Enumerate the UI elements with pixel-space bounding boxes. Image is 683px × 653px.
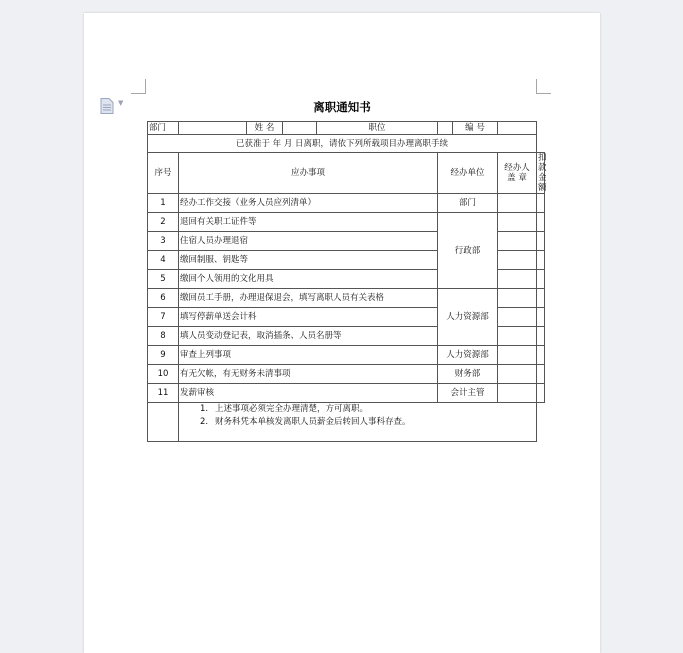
note-item bbox=[200, 416, 535, 429]
item-text: 退回有关职工证件等 bbox=[179, 213, 438, 232]
item-unit: 人力资源部 bbox=[438, 289, 498, 346]
notes-left-cell bbox=[148, 403, 179, 442]
number-label: 编 号 bbox=[453, 122, 498, 135]
dept-label: 部门 bbox=[148, 122, 179, 135]
handler-stamp-cell[interactable] bbox=[498, 213, 537, 232]
item-unit: 会计主管 bbox=[438, 384, 498, 403]
handler-stamp-cell[interactable] bbox=[498, 194, 537, 213]
item-unit: 部门 bbox=[438, 194, 498, 213]
item-text: 住宿人员办理退宿 bbox=[179, 232, 438, 251]
dept-value[interactable] bbox=[179, 122, 247, 135]
item-number: 3 bbox=[148, 232, 179, 251]
item-row bbox=[148, 365, 545, 384]
col-seq: 序号 bbox=[148, 153, 179, 194]
item-text: 缴回制服、钥匙等 bbox=[179, 251, 438, 270]
note-number: 2. bbox=[200, 417, 209, 427]
handler-stamp-cell[interactable] bbox=[498, 251, 537, 270]
item-number: 2 bbox=[148, 213, 179, 232]
deduction-amount-cell[interactable] bbox=[537, 384, 545, 403]
resignation-form-table bbox=[147, 121, 545, 442]
item-text: 填写停薪单送会计科 bbox=[179, 308, 438, 327]
item-row bbox=[148, 194, 545, 213]
deduction-amount-cell[interactable] bbox=[537, 365, 545, 384]
item-unit: 行政部 bbox=[438, 213, 498, 289]
item-number: 10 bbox=[148, 365, 179, 384]
name-value[interactable] bbox=[283, 122, 317, 135]
name-label: 姓 名 bbox=[247, 122, 283, 135]
document-page bbox=[84, 13, 600, 653]
chevron-down-icon[interactable]: ▼ bbox=[118, 99, 124, 107]
deduction-amount-cell[interactable] bbox=[537, 232, 545, 251]
handler-stamp-cell[interactable] bbox=[498, 270, 537, 289]
item-number: 5 bbox=[148, 270, 179, 289]
deduction-amount-cell[interactable] bbox=[537, 289, 545, 308]
deduction-amount-cell[interactable] bbox=[537, 270, 545, 289]
position-value[interactable] bbox=[438, 122, 453, 135]
deduction-amount-cell[interactable] bbox=[537, 327, 545, 346]
column-header-row bbox=[148, 153, 545, 194]
item-text: 审查上列事项 bbox=[179, 346, 438, 365]
item-number: 9 bbox=[148, 346, 179, 365]
position-label: 职位 bbox=[317, 122, 438, 135]
note-number: 1. bbox=[200, 404, 209, 414]
col-deduction bbox=[537, 153, 545, 194]
notes-list bbox=[180, 403, 535, 429]
item-text: 缴回员工手册，办理退保退会，填写离职人员有关表格 bbox=[179, 289, 438, 308]
handler-stamp-cell[interactable] bbox=[498, 365, 537, 384]
item-number: 6 bbox=[148, 289, 179, 308]
handler-stamp-cell[interactable] bbox=[498, 384, 537, 403]
handler-stamp-cell[interactable] bbox=[498, 308, 537, 327]
item-text: 缴回个人领用的文化用具 bbox=[179, 270, 438, 289]
handler-stamp-cell[interactable] bbox=[498, 232, 537, 251]
col-item: 应办事项 bbox=[179, 153, 438, 194]
note-text: 上述事项必须完全办理清楚，方可离职。 bbox=[215, 404, 369, 414]
note-item bbox=[200, 403, 535, 416]
approval-text: 已获准于 年 月 日离职，请依下列所载项目办理离职手续 bbox=[148, 135, 537, 153]
item-number: 4 bbox=[148, 251, 179, 270]
item-number: 11 bbox=[148, 384, 179, 403]
handler-stamp-cell[interactable] bbox=[498, 346, 537, 365]
col-handler-label: 经办人 盖 章 bbox=[504, 163, 530, 183]
deduction-amount-cell[interactable] bbox=[537, 194, 545, 213]
col-handler bbox=[498, 153, 537, 194]
item-unit: 财务部 bbox=[438, 365, 498, 384]
notes-row bbox=[148, 403, 545, 442]
item-number: 1 bbox=[148, 194, 179, 213]
col-deduction-label: 扣款 金额 bbox=[538, 153, 547, 193]
item-row bbox=[148, 289, 545, 308]
item-text: 有无欠帐，有无财务未清事项 bbox=[179, 365, 438, 384]
note-text: 财务科凭本单核发离职人员薪金后转回人事科存查。 bbox=[215, 417, 411, 427]
item-text: 经办工作交接（业务人员应列清单） bbox=[179, 194, 438, 213]
deduction-amount-cell[interactable] bbox=[537, 346, 545, 365]
handler-stamp-cell[interactable] bbox=[498, 289, 537, 308]
item-unit: 人力资源部 bbox=[438, 346, 498, 365]
item-text: 填人员变动登记表，取消插条、人员名册等 bbox=[179, 327, 438, 346]
deduction-amount-cell[interactable] bbox=[537, 251, 545, 270]
header-info-row bbox=[148, 122, 545, 135]
number-value[interactable] bbox=[498, 122, 537, 135]
notes-cell bbox=[179, 403, 537, 442]
deduction-amount-cell[interactable] bbox=[537, 213, 545, 232]
item-number: 7 bbox=[148, 308, 179, 327]
crop-mark-top-left bbox=[131, 79, 146, 94]
approval-row bbox=[148, 135, 545, 153]
item-row bbox=[148, 213, 545, 232]
item-number: 8 bbox=[148, 327, 179, 346]
handler-stamp-cell[interactable] bbox=[498, 327, 537, 346]
document-title: 离职通知书 bbox=[313, 100, 371, 114]
item-row bbox=[148, 384, 545, 403]
crop-mark-top-right bbox=[536, 79, 551, 94]
deduction-amount-cell[interactable] bbox=[537, 308, 545, 327]
col-unit: 经办单位 bbox=[438, 153, 498, 194]
item-row bbox=[148, 346, 545, 365]
item-text: 发薪审核 bbox=[179, 384, 438, 403]
